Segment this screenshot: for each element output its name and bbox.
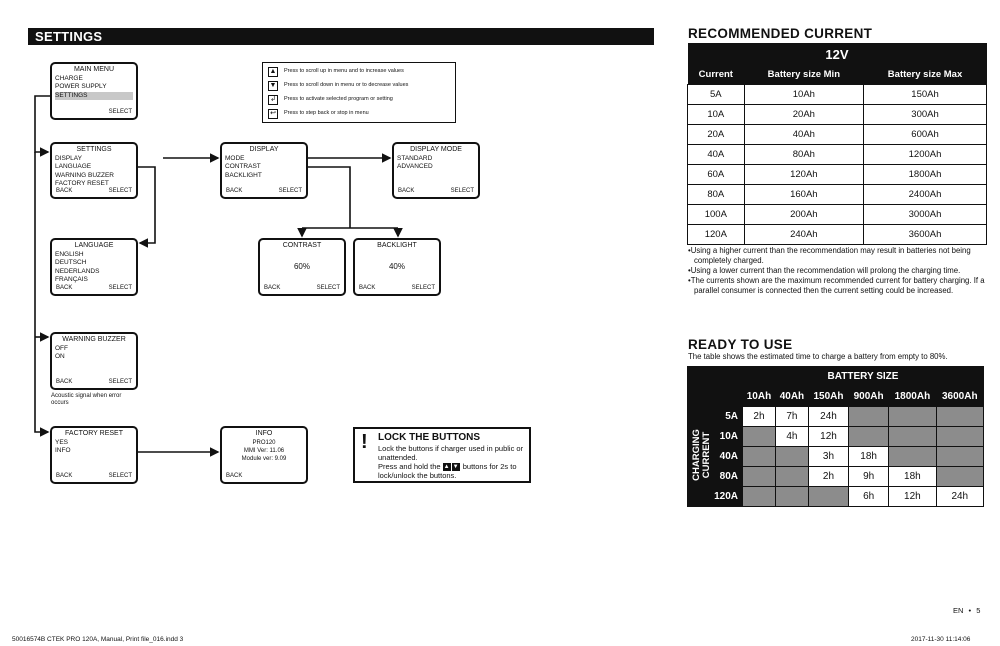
- empty-cell: [775, 467, 808, 487]
- table-cell: 120A: [688, 225, 745, 245]
- back-label: BACK: [56, 378, 73, 385]
- corner-cell: [688, 387, 743, 407]
- caption-line: Acoustic signal when error: [51, 393, 122, 399]
- back-label: BACK: [359, 284, 376, 291]
- info-screen: [220, 426, 308, 484]
- table-row: [688, 447, 984, 467]
- battery-size-header-cell: 900Ah: [849, 387, 889, 407]
- empty-cell: [743, 427, 776, 447]
- menu-item: YES: [55, 438, 69, 446]
- empty-cell: [936, 447, 983, 467]
- time-cell: 3h: [808, 447, 848, 467]
- current-label: 10A: [688, 427, 743, 447]
- table-cell: 300Ah: [864, 105, 987, 125]
- column-header: Battery size Min: [744, 65, 863, 85]
- table-cell: 1200Ah: [864, 145, 987, 165]
- table-cell: 80A: [688, 185, 745, 205]
- page-lang: EN: [953, 606, 964, 615]
- factory-reset-screen: [50, 426, 138, 484]
- charging-label-line: CHARGING: [691, 429, 702, 481]
- menu-item: WARNING BUZZER: [55, 171, 114, 179]
- menu-item: DEUTSCH: [55, 259, 87, 266]
- warning-icon: !: [361, 431, 368, 453]
- caption-line: occurs: [51, 400, 69, 406]
- select-label: SELECT: [108, 472, 132, 479]
- time-cell: 24h: [936, 487, 983, 507]
- legend-text: Press to activate selected program or setting: [284, 96, 393, 102]
- back-icon: ↩: [268, 109, 278, 119]
- warning-caption: [51, 393, 121, 407]
- table-cell: 100A: [688, 205, 745, 225]
- table-cell: 2400Ah: [864, 185, 987, 205]
- select-label: SELECT: [450, 187, 474, 194]
- menu-item: BACKLIGHT: [225, 171, 262, 179]
- empty-cell: [775, 487, 808, 507]
- corner-cell: [688, 367, 743, 387]
- settings-menu-screen: [50, 142, 138, 199]
- time-cell: 18h: [849, 447, 889, 467]
- battery-size-header-cell: 3600Ah: [936, 387, 983, 407]
- table-cell: 20Ah: [744, 105, 863, 125]
- up-arrow-icon: ▲: [269, 68, 277, 75]
- time-cell: 7h: [775, 407, 808, 427]
- ready-subtitle: The table shows the estimated time to charge a battery from empty to 80%.: [688, 352, 948, 361]
- select-label: SELECT: [411, 284, 435, 291]
- enter-icon: ↲: [268, 95, 278, 105]
- current-label: 120A: [688, 487, 743, 507]
- back-label: BACK: [226, 472, 243, 479]
- main-menu-screen: [50, 62, 138, 120]
- menu-item: DISPLAY: [55, 154, 82, 162]
- table-cell: 40A: [688, 145, 745, 165]
- table-row: [688, 125, 987, 145]
- screen-title: WARNING BUZZER: [62, 336, 126, 343]
- table-row: [688, 467, 984, 487]
- empty-cell: [889, 427, 936, 447]
- table-row: [688, 407, 984, 427]
- contrast-value: 60%: [293, 261, 310, 271]
- table-row: [688, 145, 987, 165]
- current-label: 40A: [688, 447, 743, 467]
- time-cell: 4h: [775, 427, 808, 447]
- menu-item: ADVANCED: [397, 163, 433, 170]
- screen-title: LANGUAGE: [74, 242, 114, 249]
- menu-item-selected: SETTINGS: [55, 92, 133, 101]
- table-cell: 40Ah: [744, 125, 863, 145]
- contrast-screen: [258, 238, 346, 296]
- menu-item: OFF: [55, 344, 68, 352]
- screen-title: CONTRAST: [282, 242, 322, 249]
- lock-line: [378, 462, 530, 480]
- table-row: [688, 85, 987, 105]
- empty-cell: [743, 447, 776, 467]
- down-arrow-icon: ▼: [269, 82, 277, 89]
- time-cell: 24h: [808, 407, 848, 427]
- screen-title: INFO: [255, 430, 273, 437]
- back-label: BACK: [56, 187, 73, 194]
- table-cell: 80Ah: [744, 145, 863, 165]
- empty-cell: [936, 427, 983, 447]
- menu-item: MODE: [225, 154, 245, 162]
- column-header: Battery size Max: [864, 65, 987, 85]
- battery-size-header-cell: 150Ah: [808, 387, 848, 407]
- voltage-header: 12V: [688, 43, 987, 65]
- charging-time-table: [687, 366, 984, 507]
- info-line: PRO120: [252, 439, 276, 446]
- back-label: BACK: [398, 187, 415, 194]
- battery-size-header-cell: 1800Ah: [889, 387, 936, 407]
- screen-title: DISPLAY: [249, 146, 279, 153]
- info-line: MMI Ver: 11.06: [243, 447, 285, 454]
- down-arrow-icon: ▼: [452, 464, 459, 471]
- table-cell: 600Ah: [864, 125, 987, 145]
- empty-cell: [936, 407, 983, 427]
- time-cell: 18h: [889, 467, 936, 487]
- empty-cell: [808, 487, 848, 507]
- ready-to-use-title: READY TO USE: [688, 337, 793, 352]
- empty-cell: [889, 447, 936, 467]
- note: •Using a higher current than the recommendation may result in batteries not being completely charged.: [688, 246, 971, 265]
- button-legend: [262, 62, 456, 123]
- current-label: 5A: [688, 407, 743, 427]
- table-cell: 10A: [688, 105, 745, 125]
- note: •Using a lower current than the recommendation will prolong the charging time.: [688, 266, 961, 275]
- page-number: [953, 606, 980, 615]
- table-row: [688, 185, 987, 205]
- table-row: [688, 225, 987, 245]
- legend-text: Press to scroll up in menu and to increase values: [284, 68, 404, 74]
- recommended-current-title: RECOMMENDED CURRENT: [688, 26, 873, 41]
- time-cell: 6h: [849, 487, 889, 507]
- select-label: SELECT: [108, 378, 132, 385]
- legend-text: Press to scroll down in menu or to decrease values: [284, 82, 409, 88]
- empty-cell: [849, 407, 889, 427]
- empty-cell: [743, 467, 776, 487]
- menu-item: POWER SUPPLY: [55, 83, 107, 90]
- backlight-value: 40%: [388, 261, 405, 271]
- table-cell: 120Ah: [744, 165, 863, 185]
- legend-row: [268, 80, 408, 91]
- table-cell: 20A: [688, 125, 745, 145]
- menu-item: ON: [55, 353, 65, 360]
- warning-buzzer-screen: [50, 332, 138, 390]
- recommended-notes: [688, 246, 988, 296]
- back-label: BACK: [264, 284, 281, 291]
- screen-title: DISPLAY MODE: [410, 146, 462, 153]
- current-label: 80A: [688, 467, 743, 487]
- charging-current-label: [687, 405, 717, 505]
- select-label: SELECT: [108, 187, 132, 194]
- display-mode-screen: [392, 142, 480, 199]
- table-row: [688, 205, 987, 225]
- empty-cell: [849, 427, 889, 447]
- battery-size-header: BATTERY SIZE: [743, 367, 984, 387]
- select-label: SELECT: [278, 187, 302, 194]
- menu-item: CONTRAST: [225, 163, 261, 170]
- note: •The currents shown are the maximum recommended current for battery charging. If a parallel consumer is connected then the current setting could be increased.: [688, 276, 985, 295]
- table-row: [688, 427, 984, 447]
- back-label: BACK: [226, 187, 243, 194]
- lock-line: Lock the buttons if charger used in public or unattended.: [378, 444, 524, 462]
- settings-header: SETTINGS: [28, 28, 654, 45]
- screen-title: BACKLIGHT: [377, 242, 417, 249]
- screen-title: SETTINGS: [76, 146, 112, 153]
- time-cell: 2h: [743, 407, 776, 427]
- up-arrow-icon: ▲: [443, 464, 450, 471]
- battery-size-header-cell: 10Ah: [743, 387, 776, 407]
- menu-item: STANDARD: [397, 154, 433, 162]
- lock-body: [378, 444, 530, 480]
- column-header: Current: [688, 65, 745, 85]
- table-row: [688, 487, 984, 507]
- charging-label-line: CURRENT: [701, 431, 712, 479]
- menu-item: ENGLISH: [55, 250, 84, 258]
- menu-item: FRANÇAIS: [55, 276, 88, 283]
- table-cell: 150Ah: [864, 85, 987, 105]
- select-label: SELECT: [108, 108, 132, 115]
- legend-row: [268, 108, 369, 119]
- page-separator: •: [968, 606, 972, 615]
- legend-row: [268, 94, 393, 105]
- screen-title: MAIN MENU: [73, 66, 115, 73]
- legend-text: Press to step back or stop in menu: [284, 110, 369, 116]
- table-row: [688, 165, 987, 185]
- lock-buttons-note: [353, 427, 531, 483]
- table-cell: 60A: [688, 165, 745, 185]
- empty-cell: [889, 407, 936, 427]
- page-num: 5: [976, 606, 981, 615]
- timestamp: 2017-11-30 11:14:06: [911, 636, 971, 643]
- lock-text: Press and hold the: [378, 462, 441, 471]
- backlight-screen: [353, 238, 441, 296]
- table-cell: 5A: [688, 85, 745, 105]
- empty-cell: [936, 467, 983, 487]
- table-cell: 160Ah: [744, 185, 863, 205]
- lock-text: buttons for 2s to lock/unlock the buttons.: [378, 462, 517, 481]
- language-screen: [50, 238, 138, 296]
- screen-title: FACTORY RESET: [65, 430, 123, 437]
- file-info: 50016574B CTEK PRO 120A, Manual, Print file_016.indd 3: [12, 636, 184, 643]
- menu-item: FACTORY RESET: [55, 180, 109, 187]
- menu-item: CHARGE: [55, 74, 83, 82]
- time-cell: 12h: [889, 487, 936, 507]
- select-label: SELECT: [316, 284, 340, 291]
- recommended-current-table: [687, 43, 987, 245]
- info-line: Module ver: 9.09: [241, 455, 287, 462]
- menu-item: INFO: [55, 447, 71, 454]
- empty-cell: [743, 487, 776, 507]
- table-cell: 3000Ah: [864, 205, 987, 225]
- table-cell: 3600Ah: [864, 225, 987, 245]
- table-cell: 10Ah: [744, 85, 863, 105]
- time-cell: 9h: [849, 467, 889, 487]
- menu-item: NEDERLANDS: [55, 267, 100, 275]
- time-cell: 12h: [808, 427, 848, 447]
- time-cell: 2h: [808, 467, 848, 487]
- lock-title: LOCK THE BUTTONS: [378, 432, 481, 443]
- empty-cell: [775, 447, 808, 467]
- table-cell: 240Ah: [744, 225, 863, 245]
- table-cell: 1800Ah: [864, 165, 987, 185]
- table-cell: 200Ah: [744, 205, 863, 225]
- legend-row: [268, 66, 404, 77]
- back-label: BACK: [56, 284, 73, 291]
- back-label: BACK: [56, 472, 73, 479]
- display-menu-screen: [220, 142, 308, 199]
- menu-item: LANGUAGE: [55, 163, 92, 170]
- select-label: SELECT: [108, 284, 132, 291]
- battery-size-header-cell: 40Ah: [775, 387, 808, 407]
- table-row: [688, 105, 987, 125]
